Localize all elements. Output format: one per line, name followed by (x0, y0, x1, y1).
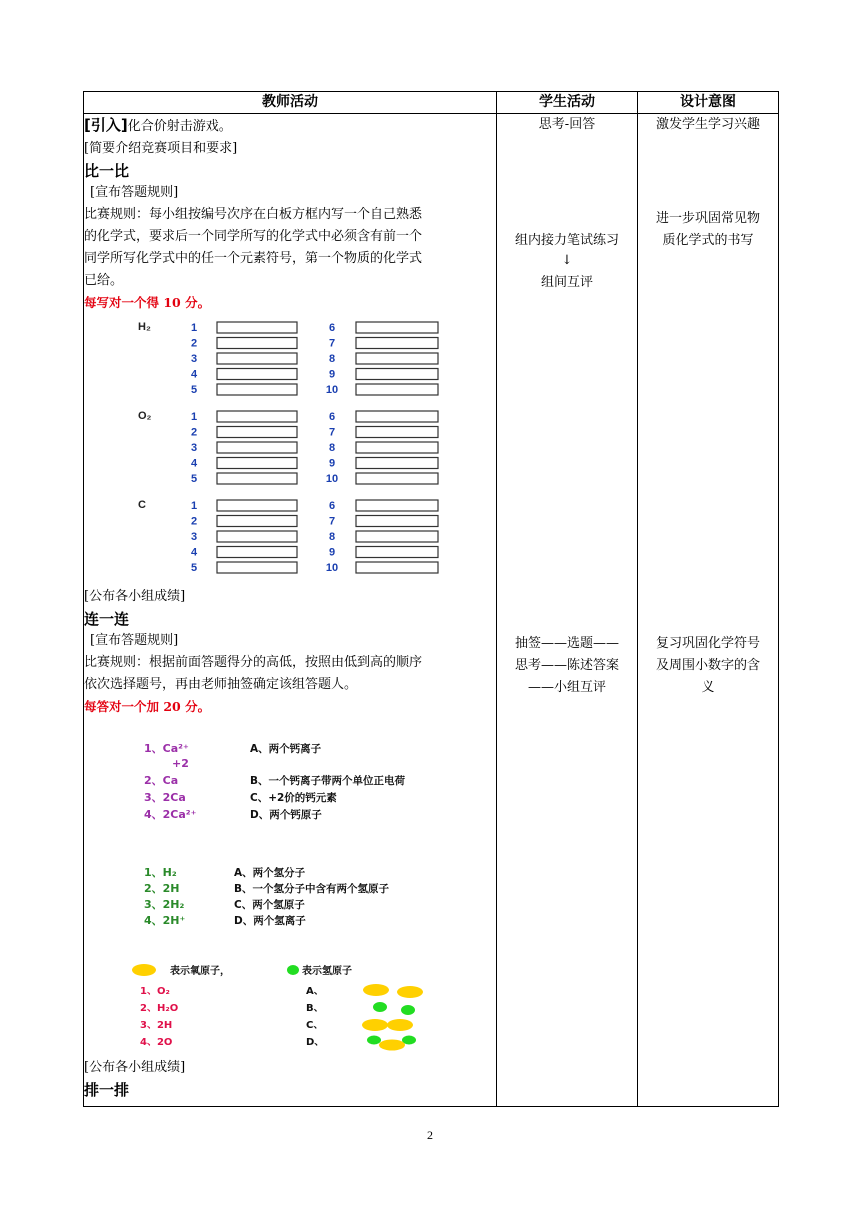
answer-box (356, 500, 438, 511)
answer-box (217, 384, 297, 395)
answer-box (217, 531, 297, 542)
quiz2-right-item: D、两个氢离子 (234, 915, 306, 927)
quiz1-left-item: 4、2Ca²⁺ (144, 808, 197, 821)
quiz3-legend-hydrogen: 表示氢原子 (302, 966, 352, 977)
answer-box (217, 369, 297, 380)
grid-number-label: 3 (190, 353, 198, 365)
answer-box (356, 427, 438, 438)
option-c-oxygen-atom (362, 1019, 388, 1031)
answer-box (356, 411, 438, 422)
option-d-oxygen-atom (379, 1040, 405, 1051)
grid-number-label: 1 (190, 500, 198, 512)
oxygen-atom-legend (132, 964, 156, 976)
grid-number-label: 5 (190, 384, 198, 396)
intro-line (84, 114, 496, 138)
quiz1-right-item: A、两个钙离子 (250, 743, 322, 755)
answer-box (356, 369, 438, 380)
answer-box (217, 338, 297, 349)
answer-box (217, 547, 297, 558)
quiz3-right-item: A、 (306, 986, 324, 997)
student-r4-line2: 思考——陈述答案 (514, 658, 619, 673)
answer-box (217, 427, 297, 438)
grid-number-label: 2 (190, 337, 198, 350)
quiz3-legend-oxygen: 表示氧原子， (170, 966, 230, 977)
teacher-cell (84, 114, 497, 1107)
quiz-figure (84, 722, 484, 1057)
student-r1: 思考-回答 (538, 117, 596, 132)
intro-tag: [引入] (84, 116, 128, 134)
quiz2-right-item: B、一个氢分子中含有两个氢原子 (234, 883, 390, 895)
grid-number-label: 4 (190, 546, 198, 559)
section2-rule-note: [宣布答题规则] (90, 633, 179, 648)
answer-box (356, 531, 438, 542)
header-row (84, 92, 779, 114)
student-arrow: ↓ (561, 253, 573, 268)
quiz2-left-item: 4、2H⁺ (144, 914, 186, 927)
section1-score: 每写对一个得 10 分。 (84, 295, 211, 310)
option-c-oxygen-atom (387, 1019, 413, 1031)
header-student: 学生活动 (497, 92, 638, 114)
answer-box (356, 338, 438, 349)
section2-rule-line2: 依次选择题号，再由老师抽签确定该组答题人。 (84, 677, 358, 692)
answer-box (356, 516, 438, 527)
quiz3-left-item: 1、O₂ (140, 986, 170, 997)
quiz1-right-item: B、一个钙离子带两个单位正电荷 (250, 775, 406, 787)
grid-symbol-label: C (138, 499, 146, 511)
answer-grid-figure (124, 316, 484, 586)
answer-box (356, 353, 438, 364)
quiz2-left-item: 3、2H₂ (144, 898, 185, 911)
section1-title: 比一比 (84, 162, 130, 180)
option-a-oxygen-atom (397, 986, 423, 998)
answer-box (217, 500, 297, 511)
section2-result: [公布各小组成绩] (84, 1060, 186, 1075)
quiz2-left-item: 1、H₂ (144, 866, 177, 879)
option-b-hydrogen-atom (401, 1005, 415, 1015)
answer-box (217, 322, 297, 333)
section2-score: 每答对一个加 20 分。 (84, 699, 211, 714)
intent-r3-line1: 复习巩固化学符号 (655, 636, 760, 651)
option-d-hydrogen-atom (367, 1036, 381, 1045)
grid-number-label: 7 (328, 426, 336, 439)
answer-box (356, 384, 438, 395)
section1-rule-line3: 同学所写化学式中的任一个元素符号，第一个物质的化学式 (84, 251, 423, 266)
quiz3-right-item: C、 (306, 1020, 324, 1031)
quiz1-right-item: D、两个钙原子 (250, 809, 322, 821)
answer-box (217, 562, 297, 573)
intent-r3-line3: 义 (701, 680, 715, 695)
intent-r2-line2: 质化学式的书写 (662, 233, 754, 248)
grid-number-label: 4 (190, 368, 198, 381)
quiz3-right-item: D、 (306, 1037, 325, 1048)
grid-number-label: 10 (325, 384, 339, 396)
quiz3-left-item: 3、2H (140, 1020, 173, 1031)
quiz1-left-item: 2、Ca (144, 774, 179, 787)
quiz1-left-item: +2 (172, 757, 189, 770)
intent-r3-line2: 及周围小数字的含 (655, 658, 760, 673)
grid-number-label: 10 (325, 562, 339, 574)
grid-number-label: 6 (328, 322, 336, 334)
answer-box (356, 458, 438, 469)
quiz2-left-item: 2、2H (144, 882, 180, 895)
answer-box (217, 442, 297, 453)
student-cell (497, 114, 638, 1107)
answer-box (356, 322, 438, 333)
grid-number-label: 9 (328, 546, 336, 559)
grid-number-label: 8 (328, 531, 336, 543)
section1-result: [公布各小组成绩] (84, 589, 186, 604)
answer-box (356, 473, 438, 484)
grid-number-label: 7 (328, 337, 336, 350)
content-row (84, 114, 779, 1107)
intro-text: 化合价射击游戏。 (127, 119, 232, 134)
section2-title: 连一连 (84, 610, 130, 628)
grid-number-label: 8 (328, 442, 336, 454)
answer-box (217, 458, 297, 469)
lesson-table (83, 91, 779, 1107)
quiz3-right-item: B、 (306, 1003, 324, 1014)
intent-cell (638, 114, 779, 1107)
grid-number-label: 3 (190, 442, 198, 454)
header-intent: 设计意图 (638, 92, 779, 114)
student-r4-line3: ——小组互评 (527, 680, 606, 695)
grid-number-label: 3 (190, 531, 198, 543)
student-r3: 组间互评 (540, 275, 593, 290)
grid-symbol-label: H₂ (138, 321, 151, 333)
grid-number-label: 6 (328, 500, 336, 512)
student-r2: 组内接力笔试练习 (514, 233, 619, 248)
grid-number-label: 5 (190, 473, 198, 485)
quiz1-left-item: 1、Ca²⁺ (144, 742, 189, 755)
student-r4-line1: 抽签——选题—— (514, 636, 619, 651)
option-b-hydrogen-atom (373, 1002, 387, 1012)
grid-number-label: 9 (328, 457, 336, 470)
grid-number-label: 7 (328, 515, 336, 528)
section1-rule-note: [宣布答题规则] (90, 185, 179, 200)
page-number: 2 (427, 1128, 433, 1142)
answer-box (356, 547, 438, 558)
grid-symbol-label: O₂ (138, 410, 152, 422)
grid-number-label: 4 (190, 457, 198, 470)
grid-number-label: 2 (190, 426, 198, 439)
intro-note: [简要介绍竞赛项目和要求] (84, 141, 238, 156)
option-a-oxygen-atom (363, 984, 389, 996)
answer-box (217, 473, 297, 484)
quiz2-right-item: A、两个氢分子 (234, 867, 306, 879)
grid-number-label: 2 (190, 515, 198, 528)
intent-r1: 激发学生学习兴趣 (655, 117, 760, 132)
answer-box (217, 411, 297, 422)
intent-r2-line1: 进一步巩固常见物 (655, 211, 760, 226)
hydrogen-atom-legend (287, 965, 299, 975)
grid-number-label: 6 (328, 411, 336, 423)
grid-number-label: 8 (328, 353, 336, 365)
quiz1-left-item: 3、2Ca (144, 791, 186, 804)
header-teacher: 教师活动 (84, 92, 497, 114)
quiz2-right-item: C、两个氢原子 (234, 899, 305, 911)
grid-number-label: 1 (190, 322, 198, 334)
grid-number-label: 5 (190, 562, 198, 574)
grid-number-label: 1 (190, 411, 198, 423)
quiz3-left-item: 4、2O (140, 1037, 173, 1048)
answer-box (356, 562, 438, 573)
quiz1-right-item: C、+2价的钙元素 (250, 792, 337, 804)
grid-number-label: 10 (325, 473, 339, 485)
answer-box (217, 353, 297, 364)
section1-rule-line1: 比赛规则：每小组按编号次序在白板方框内写一个自己熟悉 (84, 207, 423, 222)
answer-box (217, 516, 297, 527)
section3-title: 排一排 (84, 1081, 130, 1099)
quiz3-left-item: 2、H₂O (140, 1003, 179, 1014)
section2-rule-line1: 比赛规则：根据前面答题得分的高低，按照由低到高的顺序 (84, 655, 423, 670)
grid-number-label: 9 (328, 368, 336, 381)
answer-box (356, 442, 438, 453)
section1-rule-line4: 已给。 (84, 273, 124, 288)
section1-rule-line2: 的化学式，要求后一个同学所写的化学式中必须含有前一个 (84, 229, 423, 244)
